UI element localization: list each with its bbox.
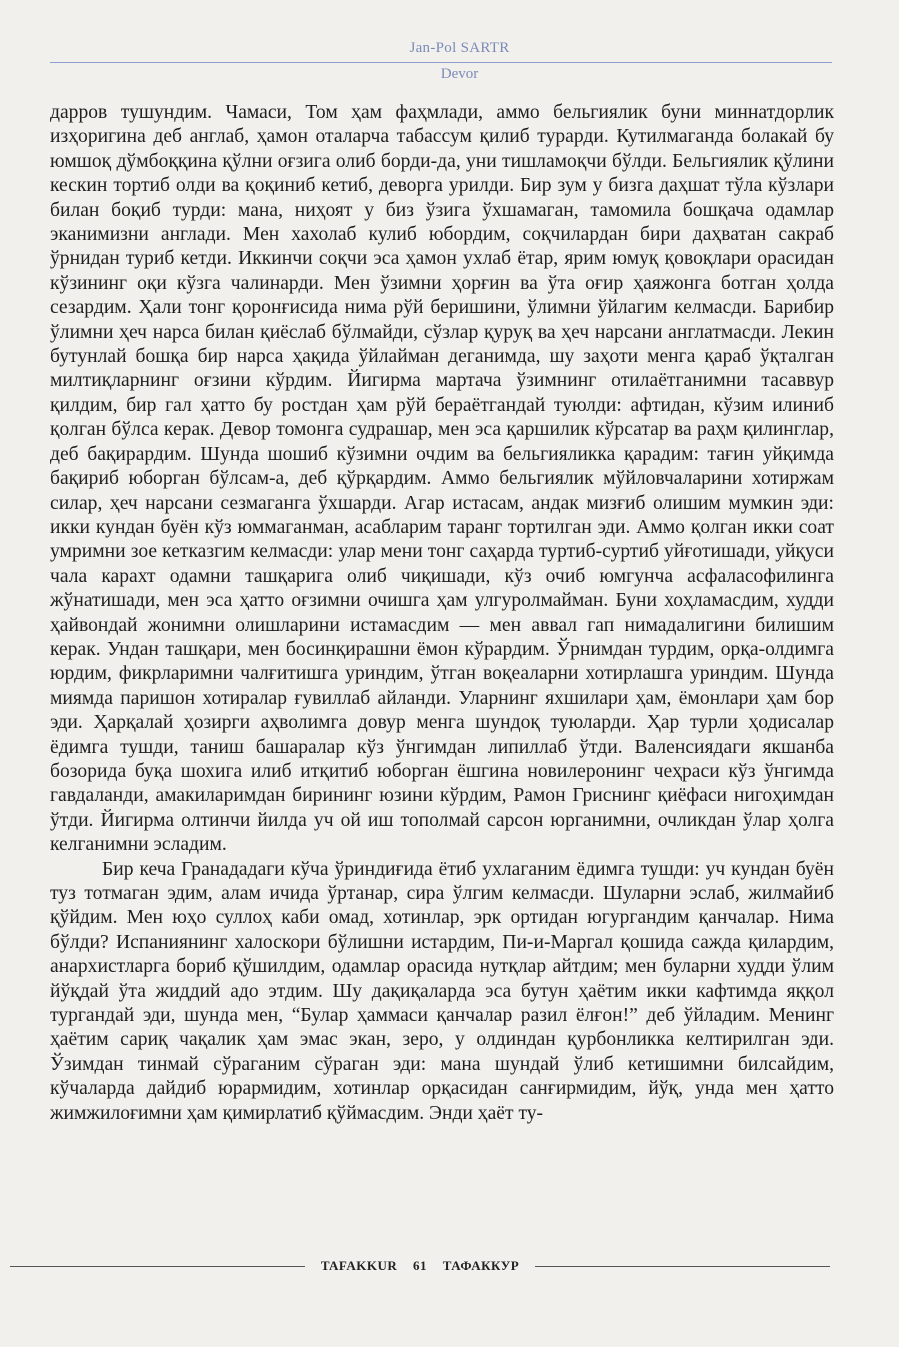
footer-rule-right	[535, 1266, 830, 1267]
footer-label	[305, 1258, 535, 1274]
header-divider	[50, 62, 832, 63]
journal-name-latin: TAFAKKUR	[320, 1258, 398, 1273]
page-footer	[10, 1256, 830, 1276]
running-header	[0, 38, 899, 58]
article-body	[50, 101, 834, 1126]
journal-name-cyrillic: ТАФАККУР	[442, 1258, 520, 1273]
body-paragraph: дарров тушундим. Чамаси, Том ҳам фаҳмлади, аммо бельгиялик буни миннатдорлик изҳоригина деб англаб, ҳамон оталарча табассум қилиб турарди. Кутилмаганда болакай бу юмшоқ дўмбоққина қўлни оғзига олиб борди-да, уни тишламоқчи бўлди. Бельгиялик қўлини кескин тортиб олди ва қоқиниб кетиб, деворга урилди. Бир зум у бизга даҳшат тўла кўзлари билан боқиб турди: мана, ниҳоят у биз ўзига ўхшамаган, тамомила бошқача одамлар эканимизни англади. Мен хахолаб кулиб юбордим, соқчилардан бири даҳватан сакраб ўрнидан туриб кетди. Иккинчи соқчи эса ҳамон ухлаб ётар, ярим юмуқ қовоқлари орасидан кўзининг оқи кўзга чалинарди. Мен ўзимни ҳорғин ва ўта оғир ҳаяжонга ботган ҳолда сезардим. Ҳали тонг қоронғисида нима рўй беришини, ўлимни ўйлагим келмасди. Барибир ўлимни ҳеч нарса билан қиёслаб бўлмайди, сўзлар қуруқ ва ҳеч нарсани англатмасди. Лекин бутунлай бошқа бир нарса ҳақида ўйлайман деганимда, шу заҳоти менга қараб ўқталган милтиқларнинг оғзини кўрдим. Йигирма мартача ўзимнинг отилаётганимни тасаввур қилдим, бир гал ҳатто бу ростдан ҳам рўй бераётгандай туюлди: афтидан, кўзим илиниб қолган бўлса керак. Девор томонга судрашар, мен эса қаршилик кўрсатар ва раҳм қилинглар, деб бақирардим. Шунда шошиб кўзимни очдим ва бельгияликка қарадим: тағин уйқимда бақириб юборган бўлсам-а, деб қўрқардим. Аммо бельгиялик мўйловчаларини хотиржам силар, ҳеч нарсани сезмаганга ўхшарди. Агар истасам, андак мизғиб олишим мумкин эди: икки кундан буён кўз юммаганман, асабларим таранг тортилган эди. Аммо қолган икки соат умримни зое кетказгим келмасди: улар мени тонг саҳарда туртиб-суртиб уйғотишади, уйқуси чала карахт одамни ташқарига олиб чиқишади, кўз очиб юмгунча асфаласофилинга жўнатишади, мен эса ҳатто оғзимни очишга ҳам улгуролмайман. Буни хоҳламасдим, худди ҳайвондай жонимни олишларини истамасдим — мен аввал гап нимадалигини билишим керак. Ундан ташқари, мен босинқирашни ёмон кўрардим. Ўрнимдан турдим, орқа-олдимга юрдим, фикрларимни чалғитишга уриндим, ўтган воқеаларни хотирлашга уриндим. Шунда миямда паришон хотиралар ғувиллаб айланди. Уларнинг яхшилари ҳам, ёмонлари ҳам бор эди. Ҳарқалай ҳозирги аҳволимга довур менга шундоқ туюларди. Ҳар турли ҳодисалар ёдимга тушди, таниш башаралар кўз ўнгимдан липиллаб ўтди. Валенсиядаги якшанба бозорида буқа шохига илиб итқитиб юборган ёшгина новилеронинг чеҳраси кўз ўнгимда гавдаланди, амакиларимдан бирининг юзини кўрдим, Рамон Гриснинг қиёфаси нигоҳимдан ўтди. Йигирма олтинчи йилда уч ой иш тополмай сарсон юрганимни, очликдан ўлар ҳолга келганимни эсладим.	[50, 102, 834, 856]
header-title: Devor	[440, 66, 479, 82]
page-number: 61	[413, 1258, 428, 1273]
footer-rule-left	[10, 1266, 305, 1267]
header-author: Jan-Pol SARTR	[409, 40, 510, 56]
body-paragraph: Бир кеча Гранададаги кўча ўриндиғида ётиб ухлаганим ёдимга тушди: уч кундан буён туз тотмаган эдим, алам ичида ўртанар, сира ўлгим келмасди. Шуларни эслаб, жилмайиб қўйдим. Мен юҳо суллоҳ каби омад, хотинлар, эрк ортидан югургандим қанчалар. Нима бўлди? Испаниянинг халоскори бўлишни истардим, Пи-и-Маргал қошида сажда қилардим, анархистларга бориб қўшилдим, одамлар орасида нутқлар айтдим; мен буларни худди ўлим йўқдай ўта жиддий адо этдим. Шу дақиқаларда эса бутун ҳаётим икки кафтимда яққол тургандай эди, шунда мен, “Булар ҳаммаси қанчалар разил ёлғон!” деб ўйладим. Менинг ҳаётим сариқ чақалик ҳам эмас экан, зеро, у олдиндан қурбонликка келтирилган эди. Ўзимдан тинмай сўраганим сўраган эди: мана шундай ўлиб кетишимни билсайдим, кўчаларда дайдиб юрармидим, хотинлар орқасидан санғирмидим, йўқ, унда мен ҳатто жимжилоғимни ҳам қимирлатиб қўймасдим. Энди ҳаёт ту-	[50, 858, 834, 1124]
